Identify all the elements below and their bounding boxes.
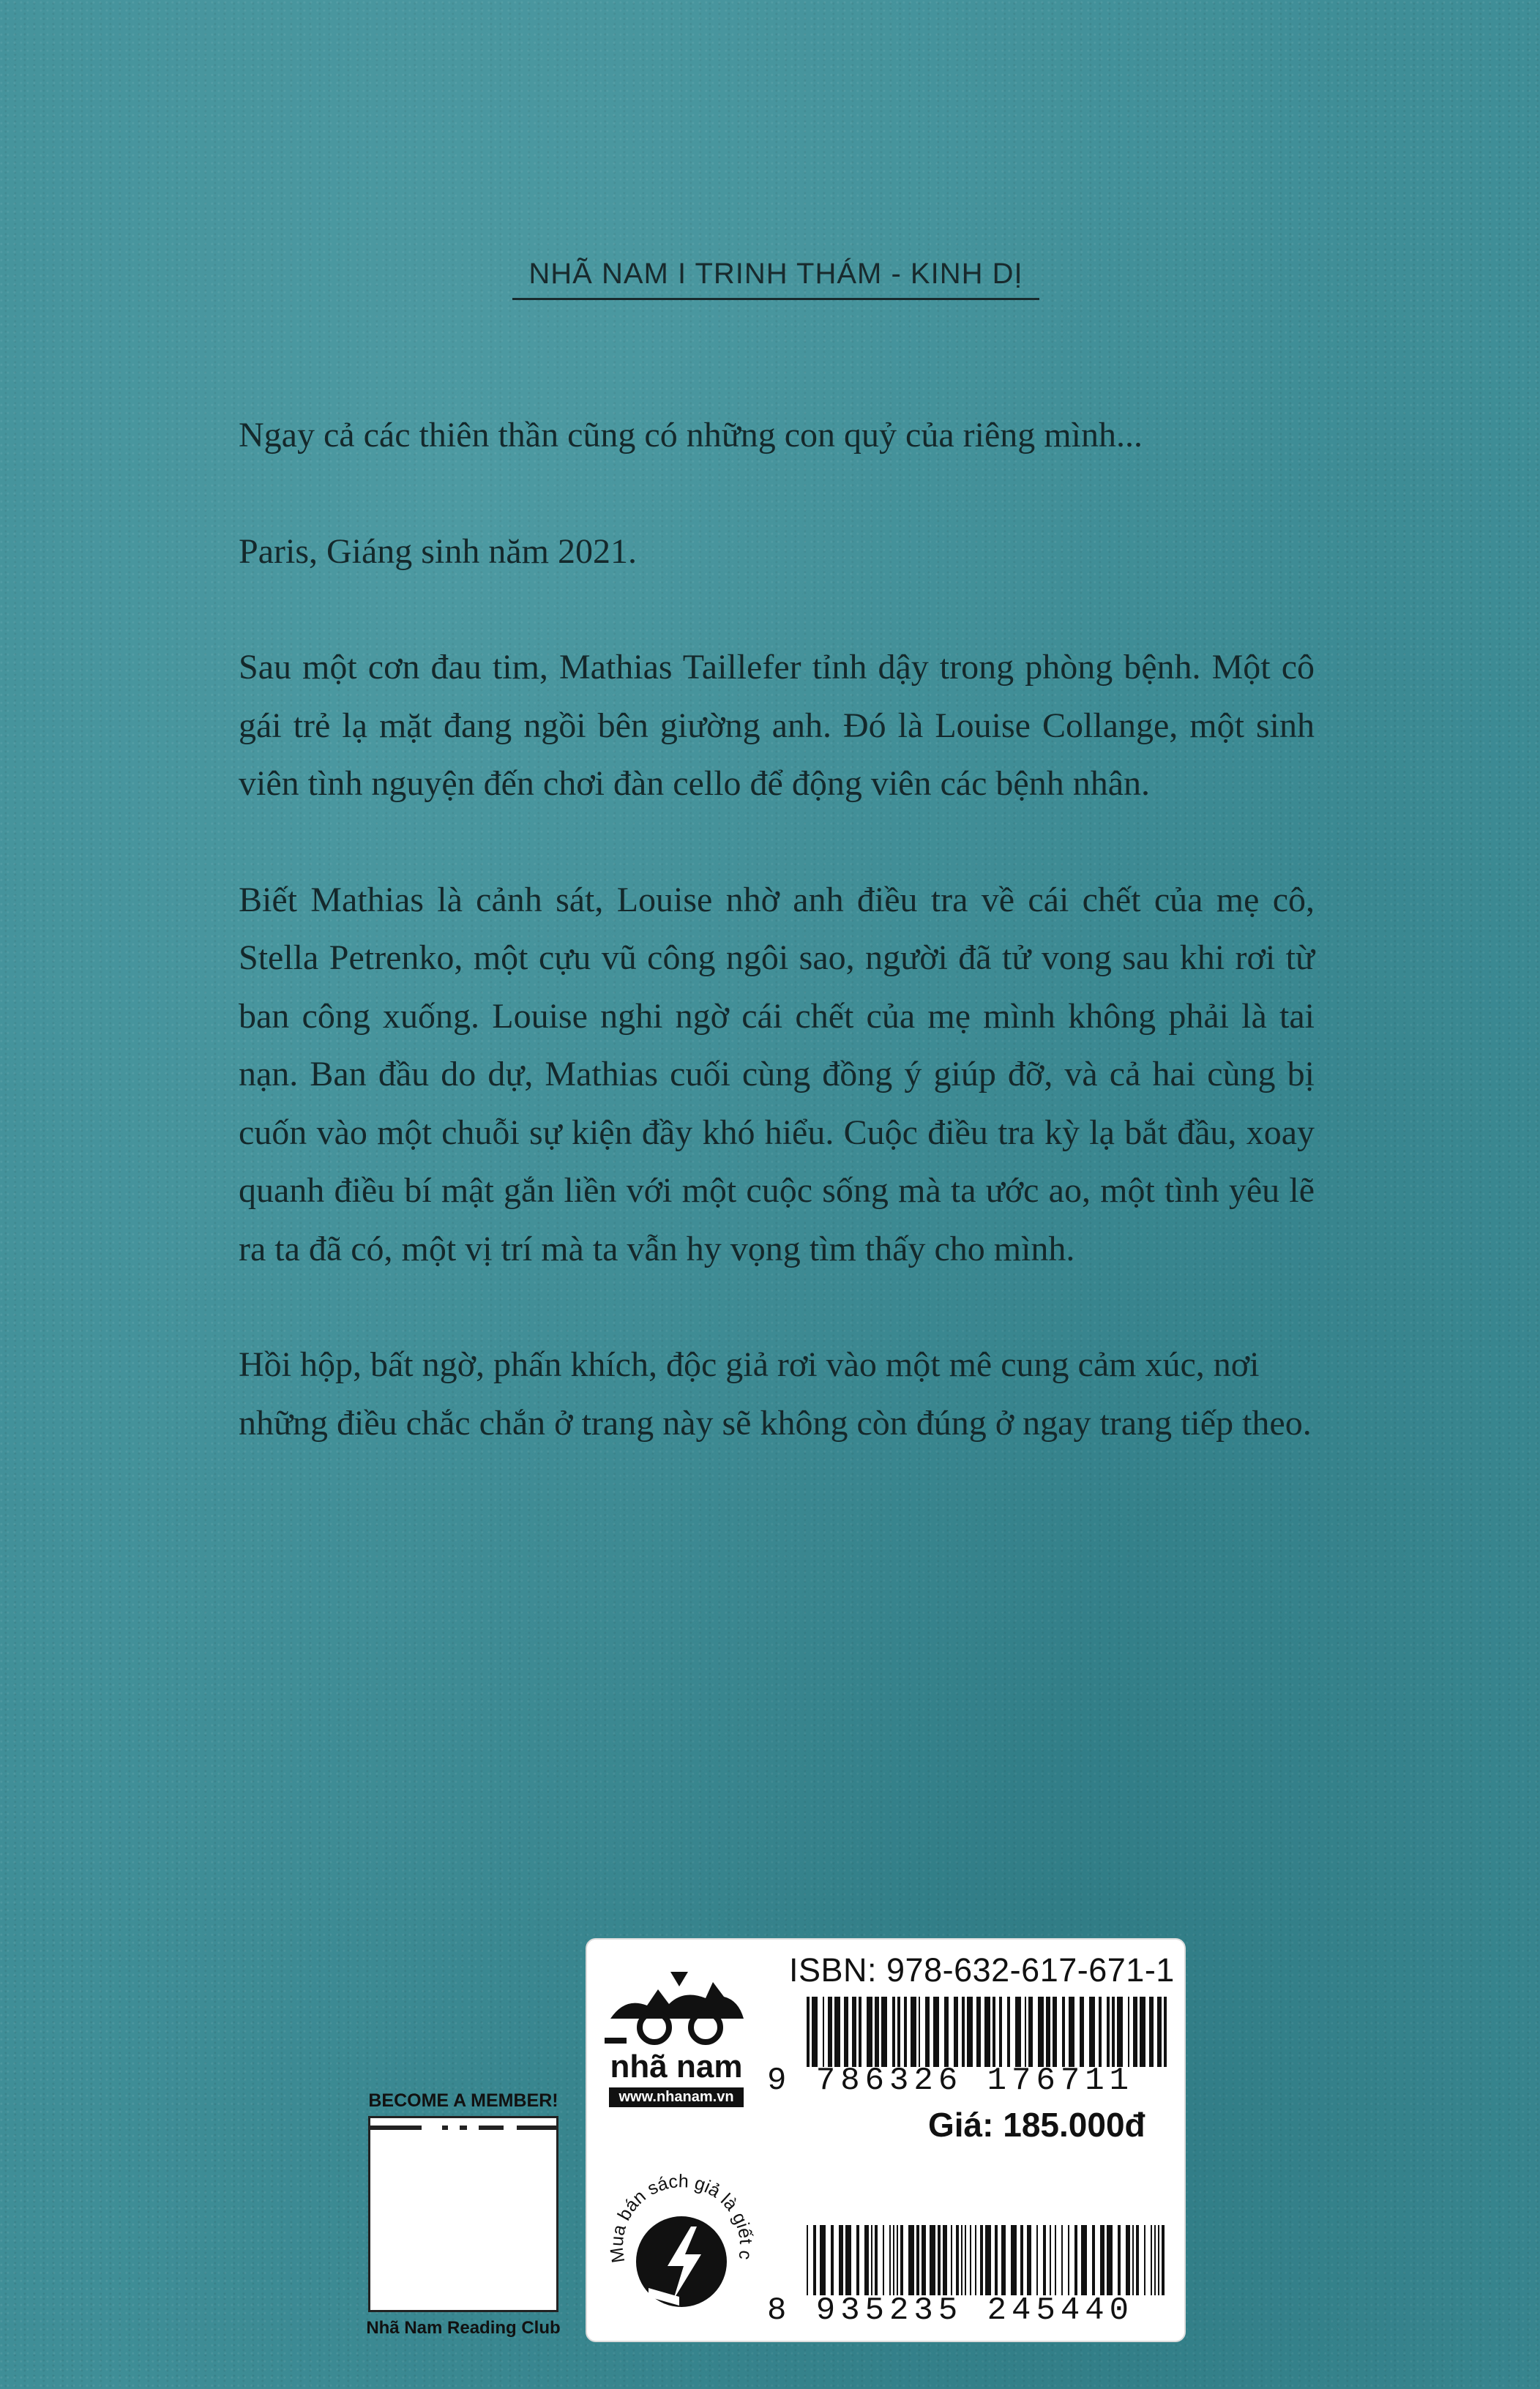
barcode-bar [1062,1997,1065,2067]
barcode-bar [922,2225,926,2295]
barcode-bar [938,2225,941,2295]
anti-piracy-seal [597,2159,766,2328]
barcode-bar [933,1997,939,2067]
barcode-bar [897,1997,900,2067]
barcode-bar [919,1997,920,2067]
blurb-paragraph-1: Sau một cơn đau tim, Mathias Taillefer tỉnh dậy trong phòng bệnh. Một cô gái trẻ lạ mặt đang ngồi bên giường anh. Đó là Louise Collange, một sinh viên tình nguyện đến chơi đàn cello để động viên các bệnh nhân. [239,648,1315,803]
barcode-bar [1149,1997,1154,2067]
barcode-bar [962,1997,965,2067]
blurb-paragraph-2: Biết Mathias là cảnh sát, Louise nhờ anh điều tra về cái chết của mẹ cô, Stella Petrenko, một cựu vũ công ngôi sao, người đã tử vong sau khi rơi từ ban công xuống. Louise nghi ngờ cái chết của mẹ mình không phải là tai nạn. Ban đầu do dự, Mathias cuối cùng đồng ý giúp đỡ, và cả hai cùng bị cuốn vào một chuỗi sự kiện đầy khó hiểu. Cuộc điều tra kỳ lạ bắt đầu, xoay quanh điều bí mật gắn liền với một cuộc sống mà ta ước ao, một tình yêu lẽ ra ta đã có, một vị trí mà ta vẫn hy vọng tìm thấy cho mình. [239,880,1315,1268]
barcode-bar [828,1997,832,2067]
barcode-bar [1157,1997,1162,2067]
barcode-bar [954,1997,958,2067]
barcode-bar [1118,2225,1121,2295]
barcode-bar [812,1997,818,2067]
barcode-bar [1050,2225,1051,2295]
barcode-bar [813,2225,816,2295]
barcode-bar [875,2225,878,2295]
barcode-bar [897,2225,898,2295]
barcode-price-panel [586,1938,1186,2342]
barcode-bar [1158,2225,1159,2295]
barcode-bar [871,2225,872,2295]
publisher-logo [603,1967,750,2107]
barcode-bar [1011,2225,1017,2295]
isbn-barcode-digits: 9 786326 176711 [767,2063,1135,2099]
barcode-bar [1080,1997,1084,2067]
isbn-label: ISBN: 978-632-617-671-1 [789,1951,1175,1989]
barcode-bar [893,2225,894,2295]
barcode-bar [1074,2225,1077,2295]
barcode-bar [1015,1997,1021,2067]
barcode-bar [883,2225,884,2295]
barcode-bar [864,2225,869,2295]
barcode-bar [859,1997,861,2067]
barcode-bar [1007,1997,1010,2067]
barcode-bar [1061,2225,1063,2295]
barcode-bar [1144,2225,1145,2295]
barcode-bar [1092,2225,1095,2295]
barcode-bar [1036,2225,1038,2295]
barcode-bar [1126,2225,1130,2295]
barcode-bar [1099,1997,1102,2067]
isbn-barcode [807,1997,1170,2067]
barcode-bar [1117,1997,1123,2067]
member-card [357,2090,569,2339]
product-barcode [807,2225,1170,2295]
barcode-bar [985,2225,991,2295]
barcode-bar [1107,1997,1110,2067]
publisher-mark-icon [603,1967,750,2048]
barcode-bar [1081,2225,1087,2295]
barcode-bar [1140,1997,1145,2067]
barcode-bar [820,2225,826,2295]
member-card-footer: Nhã Nam Reading Club [366,2318,561,2338]
barcode-bar [970,2225,971,2295]
barcode-bar [904,1997,907,2067]
barcode-bar [951,2225,952,2295]
publisher-logo-text: nhã nam [610,2049,743,2085]
barcode-bar [1154,2225,1156,2295]
barcode-bar [823,1997,824,2067]
barcode-bar [925,1997,930,2067]
series-header: NHÃ NAM I TRINH THÁM - KINH DỊ [512,258,1039,300]
barcode-bar [889,2225,891,2295]
barcode-bar [1136,2225,1139,2295]
barcode-bar [993,1997,995,2067]
barcode-bar [956,2225,959,2295]
barcode-bar [807,1997,810,2067]
barcode-bar [1043,2225,1046,2295]
barcode-bar [856,2225,859,2295]
blurb-paragraph-3: Hồi hộp, bất ngờ, phấn khích, độc giả rơi vào một mê cung cảm xúc, nơi những điều chắc chắn ở trang này sẽ không còn đúng ở ngay trang tiếp theo. [239,1345,1312,1443]
barcode-bar [852,1997,856,2067]
barcode-bar [1068,2225,1069,2295]
anti-piracy-seal-text: Mua bán sách giả là giết c [606,2171,757,2265]
barcode-bar [839,2225,843,2295]
back-cover-blurb [239,406,1315,1510]
product-barcode-digits: 8 935235 245440 [767,2292,1135,2329]
barcode-bar [867,1997,872,2067]
barcode-bar [1132,2225,1134,2295]
barcode-bar [967,1997,973,2067]
barcode-bar [844,1997,848,2067]
barcode-bar [975,2225,976,2295]
barcode-bar [1038,1997,1044,2067]
member-card-sticker [368,2116,558,2312]
barcode-bar [834,1997,840,2067]
barcode-bar [1001,2225,1006,2295]
barcode-bar [908,2225,914,2295]
barcode-bar [1164,1997,1167,2067]
barcode-bar [831,2225,834,2295]
barcode-bar [845,2225,851,2295]
publisher-website: www.nhanam.vn [609,2087,744,2107]
barcode-bar [881,1997,887,2067]
barcode-bar [944,1997,949,2067]
barcode-bar [980,2225,983,2295]
barcode-bar [995,2225,998,2295]
barcode-bar [1162,2225,1165,2295]
barcode-bar [875,1997,879,2067]
barcode-bar [976,1997,981,2067]
barcode-bar [1089,1997,1095,2067]
barcode-bar [1025,1997,1026,2067]
price-label: Giá: 185.000đ [928,2106,1145,2144]
barcode-bar [1046,1997,1050,2067]
member-card-title: BECOME A MEMBER! [368,2090,558,2111]
barcode-bar [961,2225,962,2295]
barcode-bar [1027,2225,1031,2295]
barcode-bar [1128,1997,1129,2067]
barcode-bar [1020,2225,1023,2295]
barcode-bar [900,2225,903,2295]
barcode-bar [1055,2225,1056,2295]
barcode-bar [1100,2225,1104,2295]
barcode-bar [807,2225,808,2295]
blurb-setting: Paris, Giáng sinh năm 2021. [239,531,637,571]
barcode-bar [984,1997,990,2067]
barcode-bar [1107,2225,1113,2295]
barcode-bar [1028,1997,1033,2067]
barcode-bar [916,2225,919,2295]
barcode-bar [930,2225,935,2295]
barcode-bar [1133,1997,1137,2067]
blurb-tagline: Ngay cả các thiên thần cũng có những con quỷ của riêng mình... [239,416,1143,455]
barcode-bar [999,1997,1002,2067]
barcode-bar [911,1997,916,2067]
barcode-bar [892,1997,895,2067]
barcode-bar [965,2225,966,2295]
barcode-bar [1069,1997,1074,2067]
barcode-bar [1053,1997,1057,2067]
barcode-bar [1112,1997,1115,2067]
barcode-bar [1151,2225,1152,2295]
barcode-bar [943,2225,947,2295]
